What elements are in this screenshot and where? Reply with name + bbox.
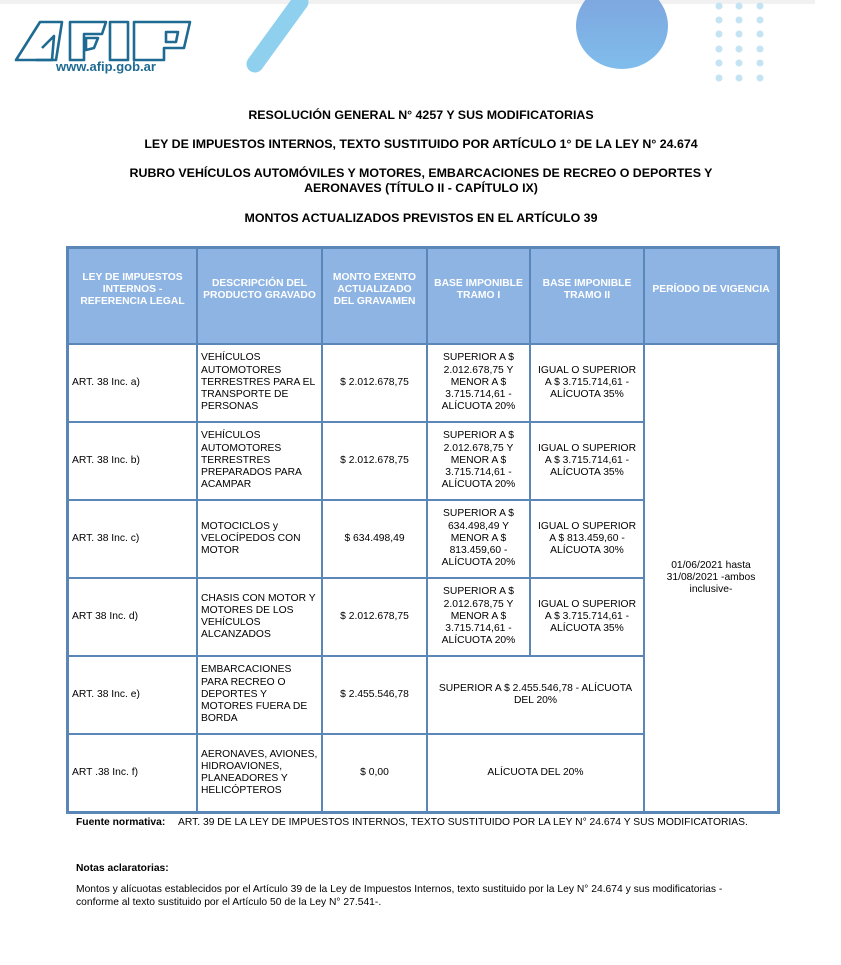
title-rubro <box>66 166 776 196</box>
cell-monto: $ 0,00 <box>322 734 427 812</box>
cell-monto: $ 2.455.546,78 <box>322 656 427 734</box>
cell-ref: ART. 38 Inc. c) <box>68 500 197 578</box>
notas-title: Notas aclaratorias: <box>76 863 169 874</box>
cell-ref: ART. 38 Inc. e) <box>68 656 197 734</box>
diagonal-stripe-shape <box>255 2 300 64</box>
title-montos: MONTOS ACTUALIZADOS PREVISTOS EN EL ARTÍCULO 39 <box>244 211 598 225</box>
table-row <box>68 344 778 422</box>
cell-tramo2: IGUAL O SUPERIOR A $ 3.715.714,61 - ALÍCUOTA 35% <box>530 578 644 656</box>
title-ley: LEY DE IMPUESTOS INTERNOS, TEXTO SUSTITUIDO POR ARTÍCULO 1° DE LA LEY N° 24.674 <box>144 137 698 151</box>
fuente-label: Fuente normativa: <box>76 817 166 828</box>
cell-monto: $ 2.012.678,75 <box>322 578 427 656</box>
header-monto: MONTO EXENTO ACTUALIZADO DEL GRAVAMEN <box>322 248 427 344</box>
cell-ref: ART .38 Inc. f) <box>68 734 197 812</box>
header-tramo1: BASE IMPONIBLE TRAMO I <box>427 248 530 344</box>
cell-tramo1: SUPERIOR A $ 2.012.678,75 Y MENOR A $ 3.715.714,61 - ALÍCUOTA 20% <box>427 422 530 500</box>
title-rubro-line2: AERONAVES (TÍTULO II - CAPÍTULO IX) <box>304 181 538 195</box>
cell-desc: AERONAVES, AVIONES, HIDROAVIONES, PLANEADORES Y HELICÓPTEROS <box>197 734 322 812</box>
logo-url: www.afip.gob.ar <box>56 59 156 74</box>
table-header-row <box>68 248 778 344</box>
header-descripcion: DESCRIPCIÓN DEL PRODUCTO GRAVADO <box>197 248 322 344</box>
cell-tramo2: IGUAL O SUPERIOR A $ 3.715.714,61 - ALÍCUOTA 35% <box>530 422 644 500</box>
cell-ref: ART. 38 Inc. a) <box>68 344 197 422</box>
cell-tramo2: IGUAL O SUPERIOR A $ 3.715.714,61 - ALÍCUOTA 35% <box>530 344 644 422</box>
cell-desc: MOTOCICLOS y VELOCÍPEDOS CON MOTOR <box>197 500 322 578</box>
cell-monto: $ 2.012.678,75 <box>322 422 427 500</box>
cell-desc: VEHÍCULOS AUTOMOTORES TERRESTRES PARA EL TRANSPORTE DE PERSONAS <box>197 344 322 422</box>
header-tramo2: BASE IMPONIBLE TRAMO II <box>530 248 644 344</box>
montos-table <box>66 246 780 814</box>
notas-text: Montos y alícuotas establecidos por el Artículo 39 de la Ley de Impuestos Internos, texto sustituido por la Ley N° 24.674 y sus modificatorias - conforme al texto sustituido por el Artículo 50 de la Ley N° 27.541-. <box>76 884 723 908</box>
cell-ref: ART 38 Inc. d) <box>68 578 197 656</box>
cell-desc: VEHÍCULOS AUTOMOTORES TERRESTRES PREPARADOS PARA ACAMPAR <box>197 422 322 500</box>
title-resolucion: RESOLUCIÓN GENERAL N° 4257 Y SUS MODIFICATORIAS <box>248 108 594 122</box>
circle-shape <box>576 0 668 69</box>
header-decoration <box>0 0 841 90</box>
cell-tramo2: IGUAL O SUPERIOR A $ 813.459,60 - ALÍCUOTA 30% <box>530 500 644 578</box>
cell-tramo-merged: SUPERIOR A $ 2.455.546,78 - ALÍCUOTA DEL 20% <box>427 656 644 734</box>
dot-grid-shape <box>716 3 764 82</box>
cell-desc: CHASIS CON MOTOR Y MOTORES DE LOS VEHÍCULOS ALCANZADOS <box>197 578 322 656</box>
cell-tramo1: SUPERIOR A $ 2.012.678,75 Y MENOR A $ 3.715.714,61 - ALÍCUOTA 20% <box>427 344 530 422</box>
header-vigencia: PERÍODO DE VIGENCIA <box>644 248 778 344</box>
cell-ref: ART. 38 Inc. b) <box>68 422 197 500</box>
cell-monto: $ 634.498,49 <box>322 500 427 578</box>
cell-monto: $ 2.012.678,75 <box>322 344 427 422</box>
cell-tramo1: SUPERIOR A $ 2.012.678,75 Y MENOR A $ 3.715.714,61 - ALÍCUOTA 20% <box>427 578 530 656</box>
cell-tramo-merged: ALÍCUOTA DEL 20% <box>427 734 644 812</box>
cell-vigencia: 01/06/2021 hasta 31/08/2021 -ambos inclusive- <box>644 344 778 812</box>
title-rubro-line1: RUBRO VEHÍCULOS AUTOMÓVILES Y MOTORES, EMBARCACIONES DE RECREO O DEPORTES Y <box>129 166 713 180</box>
header-referencia: LEY DE IMPUESTOS INTERNOS - REFERENCIA LEGAL <box>68 248 197 344</box>
cell-desc: EMBARCACIONES PARA RECREO O DEPORTES Y MOTORES FUERA DE BORDA <box>197 656 322 734</box>
cell-tramo1: SUPERIOR A $ 634.498,49 Y MENOR A $ 813.459,60 - ALÍCUOTA 20% <box>427 500 530 578</box>
fuente-text: ART. 39 DE LA LEY DE IMPUESTOS INTERNOS, TEXTO SUSTITUIDO POR LA LEY N° 24.674 Y SUS MODIFICATORIAS. <box>178 817 748 828</box>
